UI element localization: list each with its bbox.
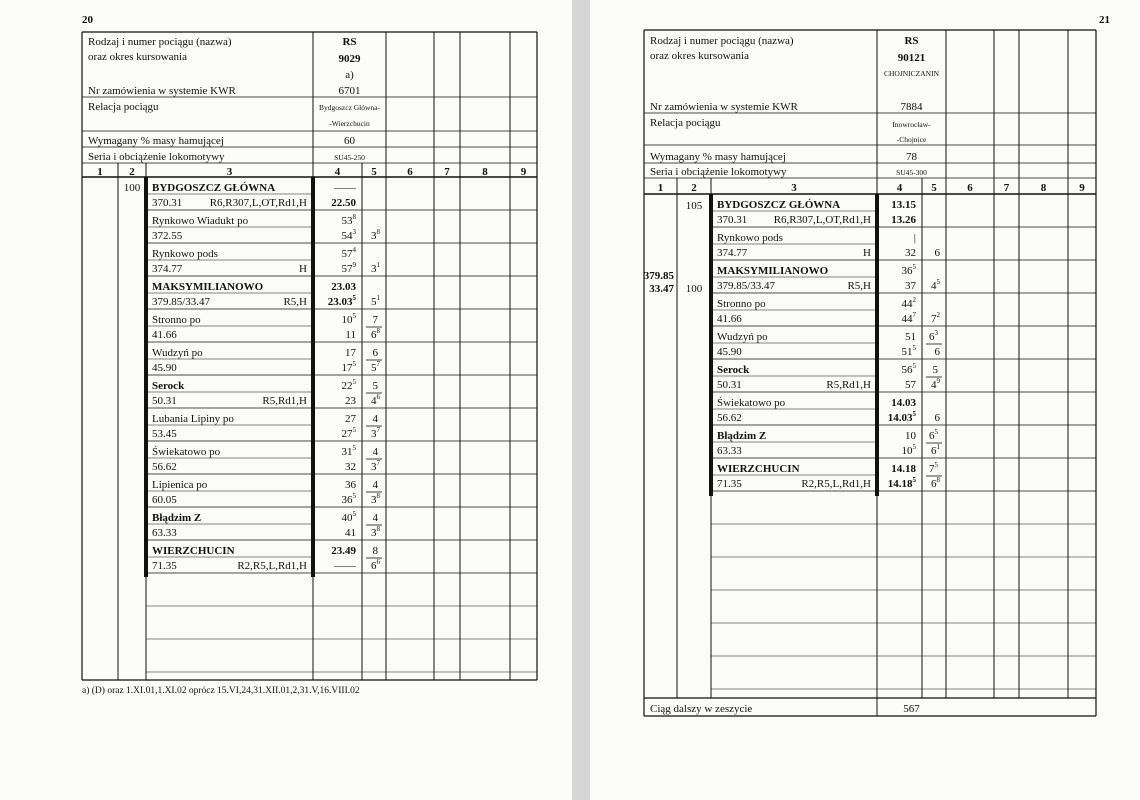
station-km: 56.62 (717, 412, 742, 424)
arrival-time: $40^5$ (341, 510, 356, 524)
column-number: 9 (520, 166, 527, 178)
run-time: $3^7$ (371, 459, 380, 473)
run-time: 4 (372, 413, 378, 425)
departure-time: 23.03$^5$ (327, 294, 356, 308)
relation-line1: Inowrocław- (892, 120, 931, 129)
run-time: 4 (372, 446, 378, 458)
superscript: 5 (912, 443, 916, 451)
station-km: 372.55 (152, 230, 183, 242)
column-number: 6 (407, 166, 413, 178)
train-name: CHOJNICZANIN (884, 69, 939, 78)
station-km: 71.35 (717, 478, 742, 490)
superscript: 5 (912, 410, 916, 418)
station-km: 63.33 (152, 527, 177, 539)
train-note: a) (345, 69, 354, 81)
column-number: 5 (931, 182, 937, 194)
column-number: 7 (444, 166, 450, 178)
arrival-time: 10 (905, 430, 916, 442)
train-type: RS (342, 36, 357, 48)
loco-value: SU45-250 (334, 153, 365, 162)
station-name: BYDGOSZCZ GŁÓWNA (717, 199, 841, 211)
order-number: 6701 (338, 85, 361, 97)
train-type: RS (904, 35, 919, 47)
station-km: 56.62 (152, 461, 177, 473)
relation-line2: -Chojnice (896, 135, 927, 144)
superscript: 1 (936, 443, 940, 451)
page-number: 20 (82, 14, 93, 26)
arrival-time: $56^5$ (901, 362, 916, 376)
column-number: 2 (129, 166, 135, 178)
superscript: 5 (912, 344, 916, 352)
departure-time: 32 (905, 247, 916, 259)
superscript: 5 (912, 476, 916, 484)
run-time: $5^1$ (371, 294, 380, 308)
run-time: 4 (372, 512, 378, 524)
station-km: 41.66 (152, 329, 177, 341)
order-label: Nr zamówienia w systemie KWR (88, 85, 236, 97)
departure-time: 22.50 (331, 197, 356, 209)
departure-time: 13.26 (891, 214, 916, 226)
station-name: Rynkowo Wiadukt po (152, 215, 249, 227)
run-time: 8 (372, 545, 378, 557)
arrival-time: $57^4$ (341, 246, 356, 260)
station-km: 45.90 (717, 346, 742, 358)
departure-time: 57 (905, 379, 916, 391)
superscript: 8 (376, 327, 380, 335)
order-number: 7884 (900, 101, 923, 113)
station-name: Rynkowo pods (717, 232, 783, 244)
km-value: 33.47 (649, 283, 674, 295)
superscript: 4 (352, 246, 356, 254)
station-name: Wudzyń po (152, 347, 203, 359)
run-time: $6^8$ (931, 476, 940, 490)
departure-time: 14.03$^5$ (887, 410, 916, 424)
relation-line2: -Wierzchucin (329, 119, 370, 128)
order-label: Nr zamówienia w systemie KWR (650, 101, 798, 113)
brake-label: Wymagany % masy hamującej (650, 151, 786, 163)
superscript: 5 (936, 278, 940, 286)
run-time: $3^8$ (371, 228, 380, 242)
superscript: 5 (352, 492, 356, 500)
station-name: Stronno po (152, 314, 201, 326)
superscript: 7 (376, 459, 380, 467)
page-number: 21 (1099, 14, 1110, 26)
departure-time: $27^5$ (341, 426, 356, 440)
departure-time: $44^7$ (901, 311, 916, 325)
column-number: 1 (657, 182, 664, 194)
time-column-rule (875, 194, 879, 496)
speed-value: 100 (123, 182, 141, 194)
loco-value: SU45-300 (896, 168, 927, 177)
superscript: 5 (352, 510, 356, 518)
superscript: 7 (376, 360, 380, 368)
station-info: R6,R307,L,OT,Rd1,H (209, 197, 307, 209)
station-info: R2,R5,L,Rd1,H (801, 478, 871, 490)
station-km: 370.31 (717, 214, 748, 226)
continuation-label: Ciąg dalszy w zeszycie (650, 703, 753, 715)
speed-value: 100 (685, 283, 703, 295)
station-km: 374.77 (152, 263, 183, 275)
station-column-rule (709, 194, 713, 496)
departure-time: $51^5$ (901, 344, 916, 358)
speed-value: 105 (685, 200, 703, 212)
relation-label: Relacja pociągu (650, 117, 721, 129)
station-name: Błądzim Z (717, 430, 767, 442)
superscript: 6 (376, 393, 380, 401)
run-time: 4 (372, 479, 378, 491)
run-time: 6 (372, 347, 378, 359)
run-time: $3^8$ (371, 492, 380, 506)
arrival-time: $44^2$ (901, 296, 916, 310)
run-time: $7^5$ (929, 461, 938, 475)
run-time: $4^9$ (931, 377, 940, 391)
loco-label: Seria i obciążenie lokomotywy (650, 166, 787, 178)
departure-time: 32 (345, 461, 356, 473)
station-info: H (299, 263, 307, 275)
station-name: Świekatowo po (152, 446, 221, 458)
departure-time: $36^5$ (341, 492, 356, 506)
arrival-time: 23.03 (331, 281, 356, 293)
superscript: 5 (352, 444, 356, 452)
station-name: Lipienica po (152, 479, 208, 491)
column-number: 8 (1040, 182, 1047, 194)
timetable-grid-right (590, 0, 1140, 800)
station-name: Błądzim Z (152, 512, 202, 524)
arrival-time: $31^5$ (341, 444, 356, 458)
superscript: 5 (352, 294, 356, 302)
superscript: 3 (934, 329, 938, 337)
run-time: $4^6$ (371, 393, 380, 407)
superscript: 5 (352, 312, 356, 320)
station-name: Świekatowo po (717, 397, 786, 409)
station-name: MAKSYMILIANOWO (152, 281, 264, 293)
superscript: 8 (376, 228, 380, 236)
departure-time: $57^9$ (341, 261, 356, 275)
station-name: Wudzyń po (717, 331, 768, 343)
run-time: $6^5$ (929, 428, 938, 442)
column-number: 4 (334, 166, 341, 178)
superscript: 5 (934, 461, 938, 469)
departure-time: 37 (905, 280, 916, 292)
station-km: 71.35 (152, 560, 177, 572)
departure-time: $54^3$ (341, 228, 356, 242)
run-time: $7^2$ (931, 311, 940, 325)
station-name: MAKSYMILIANOWO (717, 265, 829, 277)
run-time: 5 (372, 380, 378, 392)
relation-line1: Bydgoszcz Główna- (318, 103, 381, 112)
station-km: 50.31 (717, 379, 742, 391)
run-time: $6^3$ (929, 329, 938, 343)
station-name: Serock (152, 380, 185, 392)
superscript: 5 (934, 428, 938, 436)
arrival-time: | (913, 232, 916, 244)
arrival-time: 14.03 (891, 397, 916, 409)
brake-label: Wymagany % masy hamującej (88, 135, 224, 147)
superscript: 5 (352, 426, 356, 434)
departure-time: 41 (345, 527, 356, 539)
superscript: 1 (376, 261, 380, 269)
run-time: $3^1$ (371, 261, 380, 275)
station-km: 45.90 (152, 362, 177, 374)
train-number: 90121 (897, 52, 926, 64)
train-type-label: Rodzaj i numer pociągu (nazwa) (88, 36, 232, 48)
station-km: 53.45 (152, 428, 177, 440)
station-info: R5,H (283, 296, 307, 308)
km-value: 379.85 (643, 270, 674, 282)
run-time: $6^6$ (371, 558, 380, 572)
station-km: 370.31 (152, 197, 183, 209)
arrival-time: $22^5$ (341, 378, 356, 392)
column-number: 7 (1003, 182, 1010, 194)
superscript: 8 (376, 525, 380, 533)
departure-time: 11 (345, 329, 356, 341)
arrival-time: 36 (345, 479, 356, 491)
station-name: WIERZCHUCIN (717, 463, 800, 475)
station-km: 60.05 (152, 494, 177, 506)
run-time: 6 (934, 346, 940, 358)
run-time: $6^8$ (371, 327, 380, 341)
run-time: $6^1$ (931, 443, 940, 457)
continuation-value: 567 (903, 703, 920, 715)
station-info: R5,Rd1,H (262, 395, 307, 407)
arrival-time: 17 (345, 347, 356, 359)
superscript: 1 (376, 294, 380, 302)
column-number: 8 (482, 166, 488, 178)
period-label: oraz okres kursowania (88, 51, 187, 63)
superscript: 5 (352, 360, 356, 368)
column-number: 3 (226, 166, 233, 178)
arrival-time: 13.15 (891, 199, 916, 211)
superscript: 9 (936, 377, 940, 385)
run-time: $3^8$ (371, 525, 380, 539)
station-name: BYDGOSZCZ GŁÓWNA (152, 182, 276, 194)
right-page (590, 0, 1140, 800)
train-type-label: Rodzaj i numer pociągu (nazwa) (650, 35, 794, 47)
period-label: oraz okres kursowania (650, 50, 749, 62)
superscript: 3 (352, 228, 356, 236)
run-time: 6 (934, 412, 940, 424)
station-km: 41.66 (717, 313, 742, 325)
run-time: $5^7$ (371, 360, 380, 374)
superscript: 2 (912, 296, 916, 304)
superscript: 5 (912, 362, 916, 370)
superscript: 5 (912, 263, 916, 271)
station-name: WIERZCHUCIN (152, 545, 235, 557)
brake-value: 78 (906, 151, 917, 163)
station-info: H (863, 247, 871, 259)
run-time: $4^5$ (931, 278, 940, 292)
superscript: 7 (912, 311, 916, 319)
column-number: 4 (896, 182, 903, 194)
arrival-time: 27 (345, 413, 356, 425)
column-number: 9 (1079, 182, 1085, 194)
arrival-time: 51 (905, 331, 916, 343)
station-km: 374.77 (717, 247, 748, 259)
arrival-time: —— (334, 182, 356, 194)
run-time: $3^7$ (371, 426, 380, 440)
run-time: 7 (372, 314, 378, 326)
station-km: 50.31 (152, 395, 177, 407)
station-info: R5,Rd1,H (826, 379, 871, 391)
brake-value: 60 (344, 135, 355, 147)
superscript: 8 (936, 476, 940, 484)
loco-label: Seria i obciążenie lokomotywy (88, 151, 225, 163)
departure-time: 14.18$^5$ (887, 476, 916, 490)
superscript: 8 (352, 213, 356, 221)
station-name: Lubania Lipiny po (152, 413, 234, 425)
column-number: 3 (791, 182, 797, 194)
arrival-time: 23.49 (331, 545, 356, 557)
station-info: R5,H (847, 280, 871, 292)
run-time: 5 (932, 364, 938, 376)
station-name: Stronno po (717, 298, 766, 310)
arrival-time: $36^5$ (901, 263, 916, 277)
footnote: a) (D) oraz 1.XI.01,1.XI.02 oprócz 15.VI,24,31.XII.01,2,31.V,16.VIII.02 (82, 686, 360, 696)
superscript: 6 (376, 558, 380, 566)
departure-time: —— (334, 560, 356, 572)
column-number: 2 (691, 182, 697, 194)
arrival-time: 14.18 (891, 463, 916, 475)
column-number: 1 (97, 166, 103, 178)
run-time: 6 (934, 247, 940, 259)
station-km: 63.33 (717, 445, 742, 457)
superscript: 9 (352, 261, 356, 269)
column-number: 5 (371, 166, 377, 178)
superscript: 5 (352, 378, 356, 386)
superscript: 8 (376, 492, 380, 500)
departure-time: 23 (345, 395, 356, 407)
train-number: 9029 (338, 53, 361, 65)
relation-label: Relacja pociągu (88, 101, 159, 113)
station-info: R2,R5,L,Rd1,H (237, 560, 307, 572)
station-km: 379.85/33.47 (152, 296, 211, 308)
station-column-rule (144, 177, 148, 577)
station-name: Rynkowo pods (152, 248, 218, 260)
time-column-rule (311, 177, 315, 577)
departure-time: $10^5$ (901, 443, 916, 457)
station-km: 379.85/33.47 (717, 280, 776, 292)
column-number: 6 (967, 182, 973, 194)
superscript: 2 (936, 311, 940, 319)
arrival-time: $53^8$ (341, 213, 356, 227)
arrival-time: $10^5$ (341, 312, 356, 326)
station-name: Serock (717, 364, 750, 376)
departure-time: $17^5$ (341, 360, 356, 374)
station-info: R6,R307,L,OT,Rd1,H (773, 214, 871, 226)
superscript: 7 (376, 426, 380, 434)
